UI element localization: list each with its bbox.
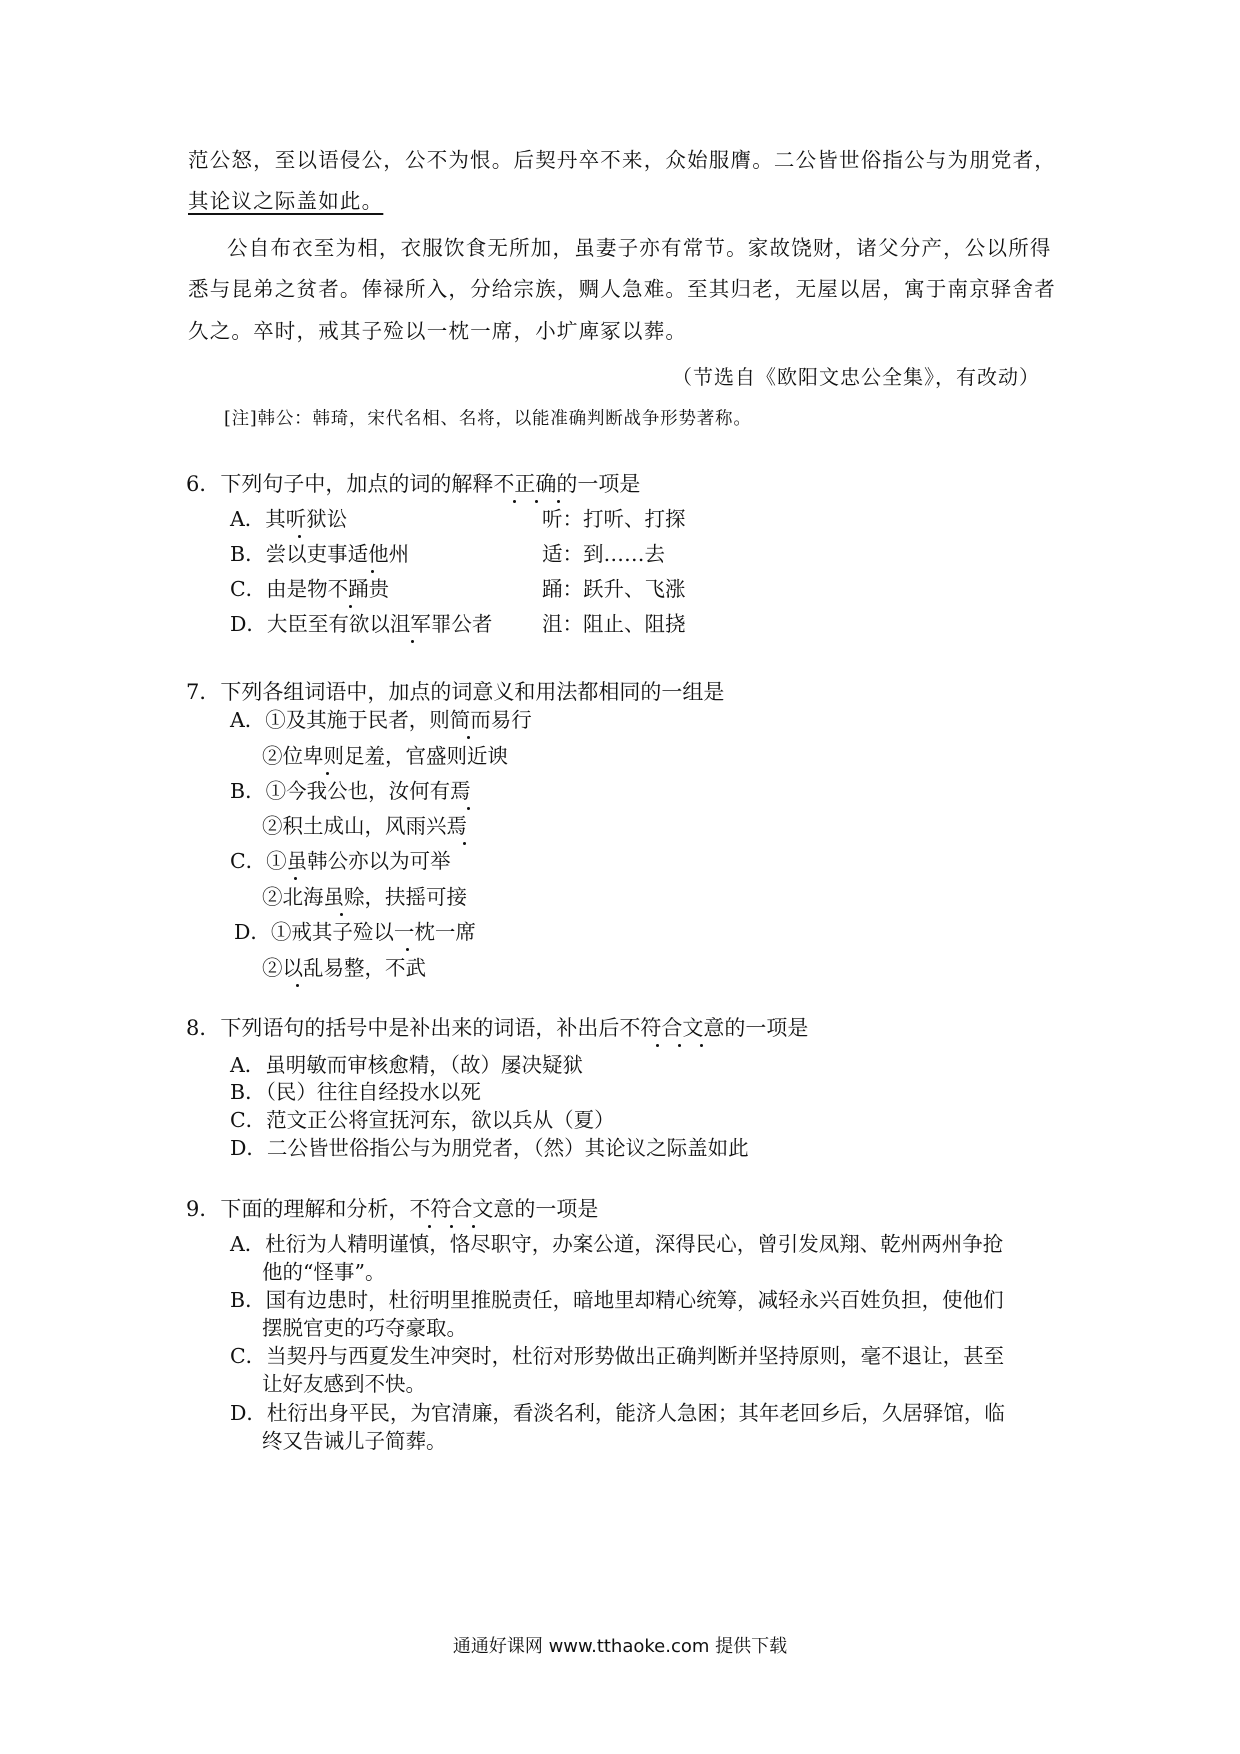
q9-option-d-line-2: 终又告诫儿子简葬。: [262, 1429, 447, 1453]
q7-a-dot: [467, 736, 470, 739]
q7-a-dot: [326, 772, 329, 775]
q6-emphasis-dot: [535, 500, 538, 503]
q7-c-dot: [294, 877, 297, 880]
q6-a-dot: [298, 535, 301, 538]
passage-line-5: 久之。卒时，戒其子殓以一枕一席，小圹庳冢以葬。: [188, 319, 688, 343]
q8-option-b: B．（民）往往自经投水以死: [230, 1080, 481, 1104]
q6-gloss-b: 适：到……去: [542, 542, 665, 566]
q6-option-a: A．其听狱讼: [230, 507, 348, 531]
q7-stem: 7．下列各组词语中，加点的词意义和用法都相同的一组是: [186, 680, 725, 704]
q8-emphasis-dot: [700, 1044, 703, 1047]
q8-stem: 8．下列语句的括号中是补出来的词语，补出后不符合文意的一项是: [186, 1016, 809, 1040]
q8-option-c: C．范文正公将宣抚河东，欲以兵从（夏）: [230, 1108, 615, 1132]
q9-emphasis-dot: [450, 1225, 453, 1228]
q9-stem: 9．下面的理解和分析，不符合文意的一项是: [186, 1197, 599, 1221]
q6-stem: 6．下列句子中，加点的词的解释不正确的一项是: [186, 472, 641, 496]
q7-option-d-2: ②以乱易整，不武: [262, 956, 426, 980]
passage-line-2: 其论议之际盖如此。: [188, 189, 384, 213]
q9-option-b-line-2: 摆脱官吏的巧夺豪取。: [262, 1316, 467, 1340]
q8-emphasis-dot: [678, 1044, 681, 1047]
q7-b-dot: [467, 807, 470, 810]
passage-line-4: 悉与昆弟之贫者。俸禄所入，分给宗族，赒人急难。至其归老，无屋以居，寓于南京驿舍者: [188, 277, 1056, 301]
q6-gloss-d: 沮：阻止、阻挠: [542, 612, 686, 636]
page-footer: 通通好课网 www.tthaoke.com 提供下载: [452, 1636, 788, 1657]
q7-b-dot: [463, 842, 466, 845]
passage-source: （节选自《欧阳文忠公全集》，有改动）: [672, 365, 1040, 389]
q7-d-dot: [406, 948, 409, 951]
q9-emphasis-dot: [428, 1225, 431, 1228]
q7-option-a-2: ②位卑则足羞，官盛则近谀: [262, 744, 508, 768]
q9-option-c-line-1: C．当契丹与西夏发生冲突时，杜衍对形势做出正确判断并坚持原则，毫不退让，甚至: [230, 1344, 1005, 1368]
passage-line-3: 公自布衣至为相，衣服饮食无所加，虽妻子亦有常节。家故饶财，诸父分产，公以所得: [227, 236, 1052, 260]
q8-emphasis-dot: [656, 1044, 659, 1047]
q9-option-c-line-2: 让好友感到不快。: [262, 1372, 426, 1396]
q7-option-b-1: B．①今我公也，汝何有焉: [230, 779, 471, 803]
q9-option-a-line-2: 他的“怪事”。: [262, 1260, 386, 1284]
q6-option-d: D．大臣至有欲以沮军罪公者: [230, 612, 493, 636]
q8-option-d: D．二公皆世俗指公与为朋党者，（然）其论议之际盖如此: [230, 1136, 749, 1160]
q6-b-dot: [371, 570, 374, 573]
q9-emphasis-dot: [472, 1225, 475, 1228]
q9-option-d-line-1: D．杜衍出身平民，为官清廉，看淡名利，能济人急困；其年老回乡后，久居驿馆，临: [230, 1401, 1005, 1425]
q6-d-dot: [411, 640, 414, 643]
q7-option-b-2: ②积土成山，风雨兴焉: [262, 814, 467, 838]
q8-option-a: A．虽明敏而审核愈精，（故）屡决疑狱: [230, 1053, 584, 1077]
q6-c-dot: [349, 605, 352, 608]
q6-gloss-a: 听：打听、打探: [542, 507, 686, 531]
q9-option-b-line-1: B．国有边患时，杜衍明里推脱责任，暗地里却精心统筹，减轻永兴百姓负担，使他们: [230, 1288, 1004, 1312]
q7-d-dot: [296, 984, 299, 987]
passage-note: [注]韩公：韩琦，宋代名相、名将，以能准确判断战争形势著称。: [224, 409, 752, 429]
q7-option-c-2: ②北海虽赊，扶摇可接: [262, 885, 467, 909]
q7-option-d-1: D．①戒其子殓以一枕一席: [234, 920, 476, 944]
q6-gloss-c: 踊：跃升、飞涨: [542, 577, 686, 601]
q6-option-b: B．尝以吏事适他州: [230, 542, 410, 566]
q6-emphasis-dot: [513, 500, 516, 503]
passage-line-1: 范公怒，至以语侵公，公不为恨。后契丹卒不来，众始服膺。二公皆世俗指公与为朋党者，: [188, 148, 1056, 172]
q7-option-a-1: A．①及其施于民者，则简而易行: [230, 708, 532, 732]
q6-option-c: C．由是物不踊贵: [230, 577, 390, 601]
q7-option-c-1: C．①虽韩公亦以为可举: [230, 849, 451, 873]
q6-emphasis-dot: [557, 500, 560, 503]
q9-option-a-line-1: A．杜衍为人精明谨慎，恪尽职守，办案公道，深得民心，曾引发凤翔、乾州两州争抢: [230, 1232, 1004, 1256]
q7-c-dot: [340, 913, 343, 916]
